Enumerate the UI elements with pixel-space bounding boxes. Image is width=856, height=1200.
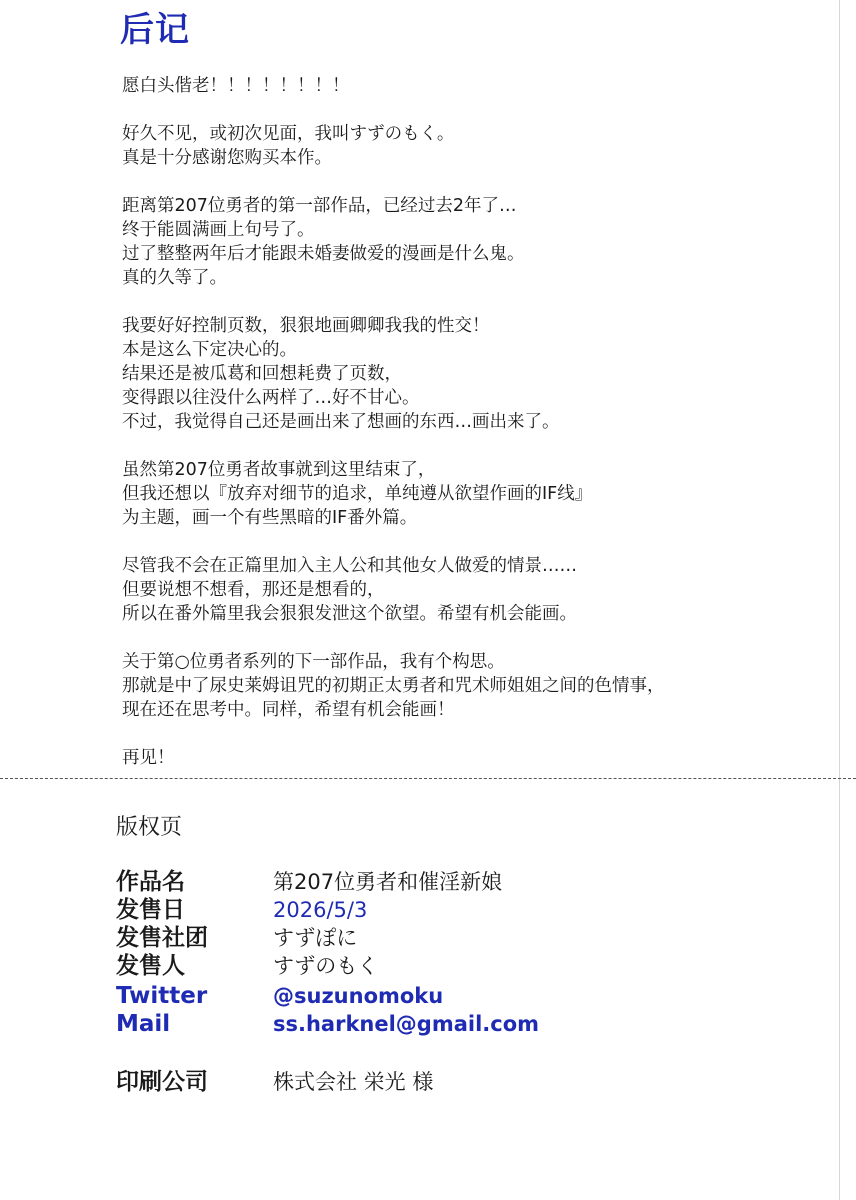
paragraph-gap bbox=[122, 626, 822, 650]
page-edge-line bbox=[839, 0, 840, 1200]
afterword-body bbox=[122, 74, 822, 770]
afterword-line: 那就是中了尿史莱姆诅咒的初期正太勇者和咒术师姐姐之间的色情事， bbox=[122, 676, 665, 696]
afterword-line: 本是这么下定决心的。 bbox=[122, 340, 297, 360]
paragraph-gap bbox=[122, 530, 822, 554]
email-address[interactable]: ss.harknel@gmail.com bbox=[273, 1012, 540, 1036]
afterword-line: 真的久等了。 bbox=[122, 268, 227, 288]
paragraph-gap bbox=[122, 434, 822, 458]
paragraph-gap bbox=[122, 98, 822, 122]
afterword-line: 虽然第207位勇者故事就到这里结束了， bbox=[122, 460, 436, 480]
colophon-value: すずのもく bbox=[273, 954, 379, 978]
afterword-line: 好久不见，或初次见面，我叫すずのもく。 bbox=[122, 124, 455, 144]
colophon-value: 2026/5/3 bbox=[273, 898, 368, 922]
afterword-line: 我要好好控制页数，狠狠地画卿卿我我的性交！ bbox=[122, 316, 490, 336]
copyright-page-title: 版权页 bbox=[116, 815, 183, 840]
colophon-label: 作品名 bbox=[116, 869, 185, 895]
afterword-line: 关于第○位勇者系列的下一部作品，我有个构思。 bbox=[122, 652, 505, 672]
colophon-label: 发售人 bbox=[116, 953, 185, 979]
afterword-line: 愿白头偕老！！！！！！！！ bbox=[122, 76, 350, 96]
paragraph-gap bbox=[122, 290, 822, 314]
afterword-line: 不过，我觉得自己还是画出来了想画的东西…画出来了。 bbox=[122, 412, 560, 432]
afterword-line: 过了整整两年后才能跟未婚妻做爱的漫画是什么鬼。 bbox=[122, 244, 525, 264]
afterword-line: 结果还是被瓜葛和回想耗费了页数， bbox=[122, 364, 402, 384]
colophon-value: 第207位勇者和催淫新娘 bbox=[273, 870, 503, 894]
afterword-line: 但我还想以『放弃对细节的追求，单纯遵从欲望作画的IF线』 bbox=[122, 484, 593, 504]
colophon-value: 株式会社 栄光 様 bbox=[273, 1070, 434, 1094]
afterword-line: 距离第207位勇者的第一部作品，已经过去2年了… bbox=[122, 196, 517, 216]
colophon-label: 发售日 bbox=[116, 897, 185, 923]
afterword-line: 真是十分感谢您购买本作。 bbox=[122, 148, 332, 168]
afterword-line: 为主题，画一个有些黑暗的IF番外篇。 bbox=[122, 508, 418, 528]
dashed-divider bbox=[0, 778, 856, 779]
afterword-line: 尽管我不会在正篇里加入主人公和其他女人做爱的情景…… bbox=[122, 556, 577, 576]
colophon-label: 印刷公司 bbox=[116, 1069, 208, 1095]
colophon-label: 发售社团 bbox=[116, 925, 208, 951]
afterword-line: 现在还在思考中。同样，希望有机会能画！ bbox=[122, 700, 455, 720]
afterword-line: 所以在番外篇里我会狠狠发泄这个欲望。希望有机会能画。 bbox=[122, 604, 577, 624]
afterword-line: 再见！ bbox=[122, 748, 175, 768]
colophon-label: Twitter bbox=[116, 983, 208, 1009]
afterword-line: 变得跟以往没什么两样了…好不甘心。 bbox=[122, 388, 420, 408]
colophon-value: すずぽに bbox=[273, 926, 358, 950]
colophon-label: Mail bbox=[116, 1011, 171, 1037]
twitter-handle[interactable]: @suzunomoku bbox=[273, 984, 444, 1008]
afterword-line: 但要说想不想看，那还是想看的， bbox=[122, 580, 385, 600]
paragraph-gap bbox=[122, 170, 822, 194]
afterword-line: 终于能圆满画上句号了。 bbox=[122, 220, 315, 240]
page-title: 后记 bbox=[120, 10, 190, 50]
paragraph-gap bbox=[122, 722, 822, 746]
